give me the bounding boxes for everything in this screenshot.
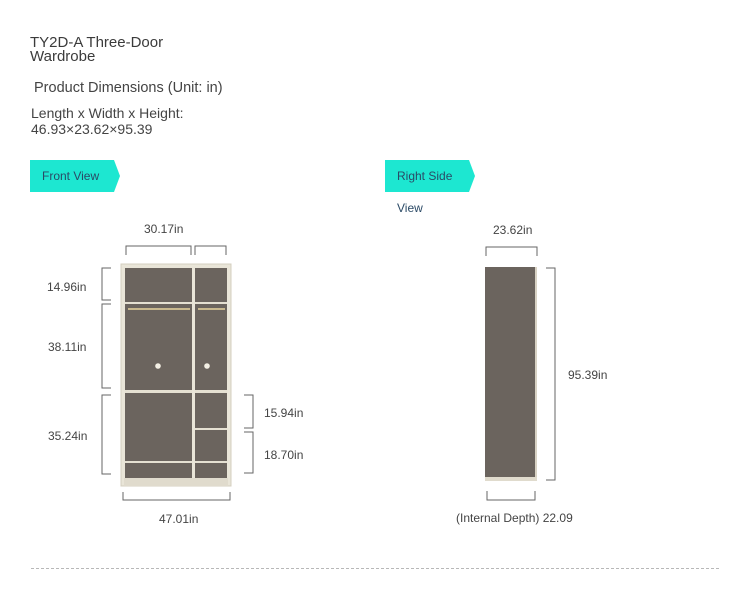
front-right-panel bbox=[195, 268, 227, 481]
side-depth-label: 23.62in bbox=[493, 223, 533, 237]
side-panel bbox=[485, 267, 537, 481]
side-height-label: 95.39in bbox=[568, 368, 608, 382]
front-drawer-upper-label: 15.94in bbox=[264, 406, 304, 420]
shelf-left-mid bbox=[125, 390, 192, 393]
bracket-lower bbox=[102, 395, 111, 474]
bottom-divider bbox=[31, 568, 719, 569]
knob-right bbox=[204, 363, 210, 369]
front-top-width-label: 30.17in bbox=[144, 222, 184, 236]
bracket-depth bbox=[486, 247, 537, 256]
knob-left bbox=[155, 363, 161, 369]
shelf-right-mid bbox=[195, 390, 227, 393]
front-upper-height-label: 14.96in bbox=[47, 280, 87, 294]
shelf-left-bottom bbox=[125, 461, 192, 463]
bracket-drawer-upper bbox=[244, 395, 253, 428]
front-wardrobe bbox=[121, 264, 231, 486]
dimensions-label: Length x Width x Height: bbox=[31, 105, 184, 121]
front-middle-height-label: 38.11in bbox=[48, 340, 87, 354]
bracket-upper bbox=[102, 268, 111, 300]
product-title-line2: Wardrobe bbox=[30, 48, 96, 65]
bracket-drawer-lower bbox=[244, 432, 253, 473]
bracket-top-right bbox=[195, 246, 226, 255]
bracket-bottom bbox=[123, 492, 230, 500]
side-view-tag: Right Side View bbox=[385, 160, 469, 192]
front-lower-height-label: 35.24in bbox=[48, 429, 88, 443]
shelf-right-top bbox=[195, 302, 227, 304]
bracket-middle bbox=[102, 304, 111, 388]
dimensions-heading: Product Dimensions (Unit: in) bbox=[34, 80, 223, 96]
front-drawer-lower-label: 18.70in bbox=[264, 448, 304, 462]
bracket-internal-depth bbox=[487, 491, 535, 500]
front-base bbox=[124, 478, 228, 486]
side-wardrobe bbox=[485, 267, 537, 481]
front-left-panel bbox=[125, 268, 192, 481]
front-total-width-label: 47.01in bbox=[159, 512, 199, 526]
side-internal-depth-label: (Internal Depth) 22.09 bbox=[456, 511, 573, 525]
side-base bbox=[485, 477, 537, 481]
bracket-height bbox=[546, 268, 555, 480]
dimensions-value: 46.93×23.62×95.39 bbox=[31, 121, 153, 137]
bracket-top-left bbox=[126, 246, 191, 255]
shelf-right-low bbox=[195, 428, 227, 430]
shelf-right-bottom bbox=[195, 461, 227, 463]
shelf-left-top bbox=[125, 302, 192, 304]
product-title-line1: TY2D-A Three-Door bbox=[30, 34, 164, 51]
front-view-tag: Front View bbox=[30, 160, 114, 192]
